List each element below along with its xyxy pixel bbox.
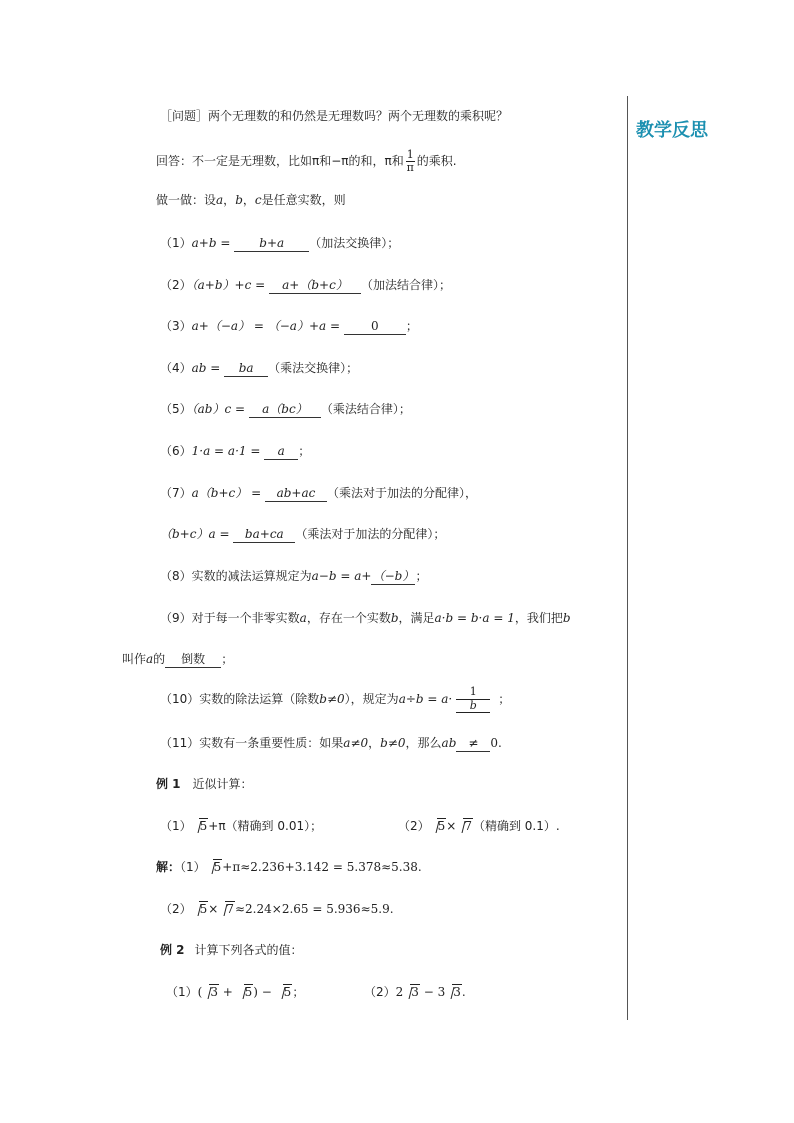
- item-note: （乘法结合律）；: [320, 402, 411, 416]
- answer-post: 的乘积.: [416, 154, 457, 168]
- sqrt-symbol: [276, 984, 293, 1000]
- radicand: 5: [213, 860, 222, 874]
- try-intro-post: 是任意实数，则: [261, 193, 346, 207]
- answer-blank: ba: [224, 361, 268, 377]
- item-note: ；: [405, 319, 418, 333]
- item-condition: b≠0: [380, 736, 406, 750]
- solution-text: +π≈2.236+3.142 = 5.378≈5.38.: [222, 860, 422, 874]
- equals-sign: =: [215, 527, 234, 541]
- answer-blank: （−b）: [372, 569, 415, 583]
- answer-blank: b+a: [234, 236, 309, 252]
- radicand: 3: [210, 985, 218, 999]
- answer-blank: ba+ca: [233, 527, 295, 543]
- item-note: ；: [415, 569, 428, 583]
- item-note: （加法结合律）；: [361, 278, 452, 292]
- part-text: .: [461, 985, 466, 999]
- example-1-part-1: [160, 818, 322, 834]
- item-number: （7）: [160, 486, 192, 500]
- law-item-10: [160, 682, 510, 716]
- equals-sign: =: [206, 361, 225, 375]
- radicand: 5: [283, 985, 292, 999]
- sqrt-symbol: [192, 901, 209, 917]
- example-1-solution-2: [160, 901, 394, 917]
- law-item-7: [160, 485, 477, 502]
- sidebar-title: 教学反思: [636, 120, 708, 141]
- item-note: （乘法对于加法的分配律），: [326, 486, 477, 500]
- law-item-8: [160, 568, 427, 585]
- item-text: ），规定为: [344, 692, 399, 706]
- equals-sign: =: [247, 486, 265, 500]
- var-b: b: [562, 611, 571, 625]
- item-note: （乘法交换律）；: [268, 361, 359, 375]
- part-number: （2）: [160, 902, 192, 916]
- sqrt-symbol: [237, 984, 254, 1000]
- var-a: a: [216, 193, 224, 207]
- item-number: （1）: [160, 236, 192, 250]
- plus-sign: +: [218, 985, 237, 999]
- radicand: 7: [464, 819, 472, 833]
- answer-blank: a: [264, 444, 298, 460]
- solution-text: ≈2.24×2.65 = 5.936≈5.9.: [234, 902, 394, 916]
- fraction-denominator: b: [456, 699, 490, 713]
- item-text: 的: [153, 652, 166, 666]
- example-2-part-2: [364, 984, 466, 1000]
- example-title: 计算下列各式的值：: [194, 943, 303, 957]
- sqrt-symbol: [202, 984, 219, 1000]
- answer-blank: a+（b+c）: [269, 278, 361, 294]
- radicand: 5: [199, 819, 208, 833]
- item-note: ；: [498, 692, 511, 706]
- answer-blank: ab+ac: [265, 486, 327, 502]
- try-intro-pre: 做一做：设: [156, 193, 217, 207]
- radicand: 3: [453, 985, 461, 999]
- item-text: 对于每一个非零实数: [191, 611, 300, 625]
- item-number: （4）: [160, 361, 192, 375]
- item-note: ；: [298, 444, 311, 458]
- radicand: 7: [226, 902, 234, 916]
- law-item-9-continued: [122, 651, 233, 668]
- equals-sign: =: [326, 319, 344, 333]
- question-text: ［问题］两个无理数的和仍然是无理数吗？两个无理数的乘积呢？: [160, 109, 509, 123]
- times-sign: ×: [208, 902, 219, 916]
- law-item-6: [160, 443, 310, 460]
- item-number: （5）: [160, 402, 192, 416]
- fraction-denominator: π: [406, 161, 414, 174]
- part-text: +π（精确到 0.01）；: [208, 819, 323, 833]
- example-1-solution-1: [156, 859, 422, 875]
- radicand: 3: [411, 985, 419, 999]
- example-2-heading: [160, 942, 303, 958]
- item-lhs: （a+b）+c: [191, 278, 252, 292]
- item-expression: a·b = b·a = 1: [434, 611, 515, 625]
- part-text: （精确到 0.1）.: [472, 819, 560, 833]
- var-b: b: [390, 611, 399, 625]
- item-lhs: a−b = a+: [311, 569, 372, 583]
- var-b: b: [235, 193, 243, 207]
- item-text: ，那么: [405, 736, 442, 750]
- equals-sign: =: [251, 278, 269, 292]
- example-label: 例 1: [156, 777, 181, 791]
- column-divider: [627, 96, 628, 1020]
- answer-blank: a（bc）: [249, 402, 321, 418]
- paren-close: ) −: [253, 985, 276, 999]
- var-a: a: [299, 611, 307, 625]
- radicand: 5: [199, 902, 208, 916]
- var-c: c: [254, 193, 262, 207]
- item-number: （11）: [160, 736, 200, 750]
- question-line: [160, 108, 508, 124]
- item-note: （加法交换律）；: [309, 236, 400, 250]
- law-item-3: [160, 318, 418, 335]
- law-item-1: [160, 235, 399, 252]
- item-condition: b≠0: [319, 692, 345, 706]
- item-lhs: a+b: [191, 236, 217, 250]
- radicand: 5: [244, 985, 253, 999]
- item-lhs: （ab）c: [191, 402, 232, 416]
- item-note: ；: [221, 652, 234, 666]
- coefficient: 2: [395, 985, 404, 999]
- law-item-2: [160, 277, 451, 294]
- answer-blank: 倒数: [165, 652, 221, 668]
- equals-sign: =: [246, 444, 265, 458]
- answer-fraction: [406, 149, 415, 174]
- item-text: 实数有一条重要性质：如果: [199, 736, 344, 750]
- example-1-heading: [156, 776, 253, 792]
- item-number: （2）: [160, 278, 192, 292]
- part-text: ；: [292, 985, 305, 999]
- law-item-11: [160, 735, 502, 752]
- law-item-4: [160, 360, 358, 377]
- fraction-numerator: 1: [406, 148, 414, 161]
- paren-open: (: [197, 985, 203, 999]
- item-condition: a≠0: [343, 736, 369, 750]
- sqrt-symbol: [218, 901, 235, 917]
- var-a: a: [146, 652, 154, 666]
- equals-sign: =: [231, 402, 249, 416]
- law-item-7b: [160, 526, 445, 543]
- item-lhs: ab: [441, 736, 457, 750]
- times-sign: ×: [446, 819, 457, 833]
- answer-line: [156, 146, 457, 176]
- item-text: ，我们把: [514, 611, 563, 625]
- item-lhs: a（b+c）: [191, 486, 248, 500]
- equals-sign: =: [216, 236, 235, 250]
- sqrt-symbol: [445, 984, 462, 1000]
- law-item-9: [160, 610, 571, 626]
- item-text: ，满足: [398, 611, 435, 625]
- item-lhs: （b+c）a: [160, 527, 216, 541]
- example-1-part-2: [398, 818, 560, 834]
- item-text: ，: [368, 736, 381, 750]
- sqrt-symbol: [192, 818, 209, 834]
- fraction-numerator: 1: [469, 685, 477, 698]
- item-lhs: ab: [191, 361, 207, 375]
- item-text: 叫作: [122, 652, 147, 666]
- answer-blank-fraction: [456, 686, 490, 713]
- item-number: （8）: [160, 569, 192, 583]
- solution-label: 解：: [156, 860, 181, 874]
- item-text: ，存在一个实数: [306, 611, 391, 625]
- example-2-part-1: [166, 984, 304, 1000]
- item-lhs: a÷b = a·: [398, 692, 453, 706]
- item-number: （9）: [160, 611, 192, 625]
- part-number: （1）: [180, 860, 206, 874]
- item-number: （3）: [160, 319, 192, 333]
- law-item-5: [160, 401, 411, 418]
- answer-blank: 0: [344, 319, 406, 335]
- part-number: （1）: [160, 819, 192, 833]
- item-number: （10）: [160, 692, 200, 706]
- item-text: 0.: [490, 736, 502, 750]
- item-number: （6）: [160, 444, 192, 458]
- item-text: 实数的减法运算规定为: [191, 569, 312, 583]
- example-title: 近似计算：: [192, 777, 253, 791]
- part-number: （2）: [398, 819, 430, 833]
- try-intro: 做一做：设a，b，c是任意实数，则: [156, 193, 346, 207]
- sqrt-symbol: [456, 818, 473, 834]
- item-text: 实数的除法运算（除数: [199, 692, 320, 706]
- sqrt-symbol: [403, 984, 420, 1000]
- part-number: （1）: [166, 985, 198, 999]
- item-lhs: 1·a = a·1: [191, 444, 247, 458]
- radicand: 5: [437, 819, 446, 833]
- sqrt-symbol: [430, 818, 447, 834]
- answer-pre: 回答：不一定是无理数，比如π和−π的和，π和: [156, 154, 404, 168]
- answer-blank: ≠: [456, 736, 490, 752]
- sqrt-symbol: [206, 859, 223, 875]
- minus-term: − 3: [419, 985, 446, 999]
- item-note: （乘法对于加法的分配律）；: [295, 527, 446, 541]
- item-lhs: a+（−a） = （−a）+a: [191, 319, 327, 333]
- example-label: 例 2: [160, 943, 185, 957]
- part-number: （2）: [364, 985, 396, 999]
